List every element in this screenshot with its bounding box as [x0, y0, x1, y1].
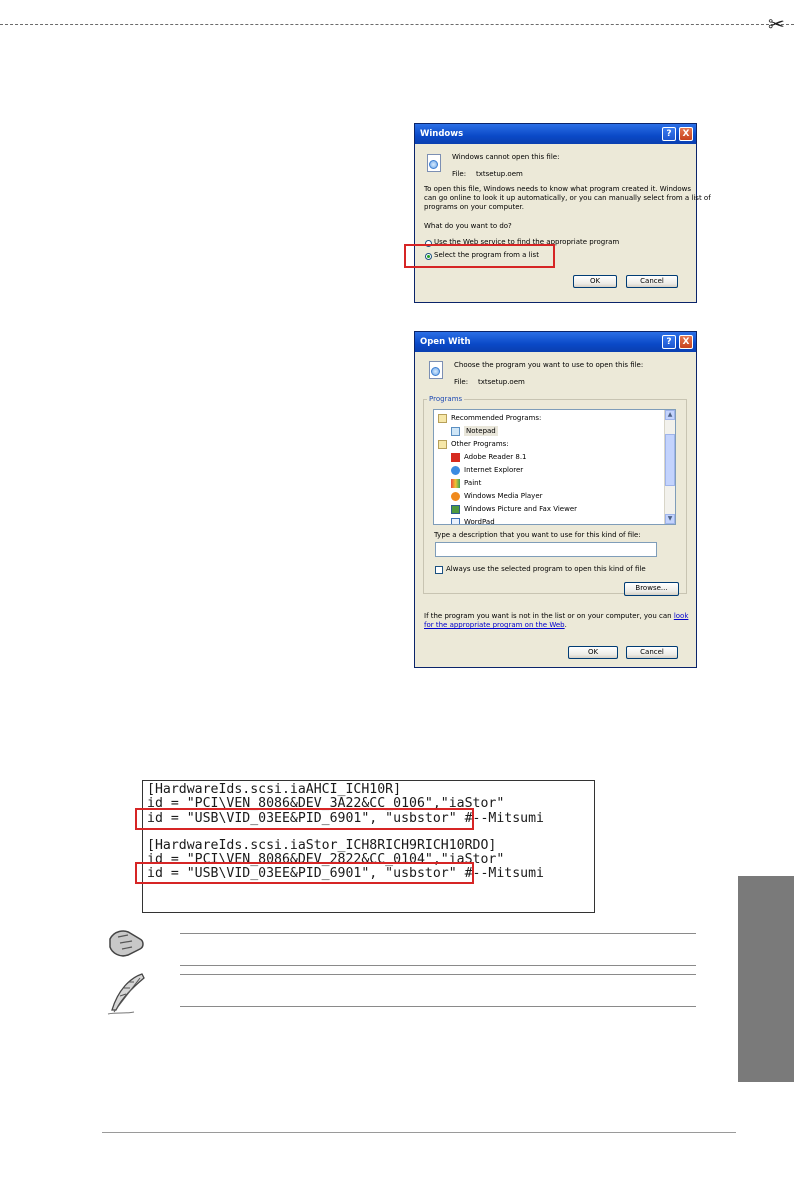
programs-group-label: Programs: [429, 395, 463, 403]
close-button[interactable]: X: [679, 127, 693, 141]
message-text: Choose the program you want to use to open this file:: [454, 361, 644, 369]
scroll-thumb[interactable]: [665, 434, 675, 486]
code-line-7: id = "USB\VID_03EE&PID_6901", "usbstor" #--Mitsumi: [147, 866, 544, 881]
folder-icon: [438, 440, 447, 449]
browse-button[interactable]: Browse...: [624, 582, 679, 596]
body-line-3: programs on your computer.: [424, 203, 525, 211]
close-button[interactable]: X: [679, 335, 693, 349]
dialog-title: Windows: [420, 129, 464, 139]
note-rule-mid-1: [180, 965, 696, 966]
help-button[interactable]: ?: [662, 335, 676, 349]
file-label: File:: [452, 170, 467, 178]
option-web-label[interactable]: Use the Web service to find the appropriate program: [434, 238, 620, 246]
always-use-checkbox[interactable]: [435, 566, 443, 574]
windows-dialog: [414, 123, 711, 303]
title-bar[interactable]: [415, 124, 696, 144]
program-picture-viewer[interactable]: Windows Picture and Fax Viewer: [464, 505, 578, 513]
footer-line-1: [424, 612, 688, 620]
title-bar[interactable]: [415, 332, 696, 352]
note-rule-mid-2: [180, 974, 696, 975]
adobe-reader-icon: [451, 453, 460, 462]
recommended-header: Recommended Programs:: [451, 414, 542, 422]
cancel-button[interactable]: Cancel: [626, 646, 678, 659]
question-text: What do you want to do?: [424, 222, 512, 230]
file-icon: [427, 154, 441, 172]
file-icon: [429, 361, 443, 379]
picture-viewer-icon: [451, 505, 460, 514]
code-line-2: id = "PCI\VEN_8086&DEV_3A22&CC_0106","iaStor": [147, 796, 505, 811]
file-name: txtsetup.oem: [476, 170, 523, 178]
dialog-title: Open With: [420, 337, 471, 347]
program-notepad[interactable]: Notepad: [466, 427, 496, 435]
note-rule-bottom: [180, 1006, 696, 1007]
wordpad-icon: [451, 518, 460, 525]
feather-note-icon: [104, 970, 148, 1018]
code-line-3: id = "USB\VID_03EE&PID_6901", "usbstor" #--Mitsumi: [147, 811, 544, 826]
media-player-icon: [451, 492, 460, 501]
code-line-5: [HardwareIds.scsi.iaStor_ICH8RICH9RICH10RDO]: [147, 838, 497, 853]
body-line-1: To open this file, Windows needs to know what program created it. Windows: [424, 185, 692, 193]
program-internet-explorer[interactable]: Internet Explorer: [464, 466, 524, 474]
program-wordpad[interactable]: WordPad: [464, 518, 495, 525]
footer-end: .: [564, 621, 567, 629]
code-listing: [142, 780, 595, 913]
highlight-usb-id-1: [135, 808, 474, 830]
open-with-dialog: [414, 331, 697, 668]
scroll-up-icon[interactable]: ▲: [665, 410, 675, 420]
highlight-select-list: [404, 244, 555, 268]
ok-button[interactable]: OK: [568, 646, 618, 659]
other-header: Other Programs:: [451, 440, 509, 448]
look-link[interactable]: look: [673, 612, 689, 620]
footer-rule: [102, 1132, 736, 1133]
help-button[interactable]: ?: [662, 127, 676, 141]
program-paint[interactable]: Paint: [464, 479, 482, 487]
internet-explorer-icon: [451, 466, 460, 475]
description-input[interactable]: [435, 542, 657, 557]
code-line-1: [HardwareIds.scsi.iaAHCI_ICH10R]: [147, 782, 402, 797]
ok-button[interactable]: OK: [573, 275, 617, 288]
always-use-label[interactable]: Always use the selected program to open this kind of file: [446, 565, 646, 573]
hand-note-icon: [106, 925, 148, 959]
file-label: File:: [454, 378, 469, 386]
program-adobe-reader[interactable]: Adobe Reader 8.1: [464, 453, 527, 461]
programs-list[interactable]: [433, 409, 676, 525]
program-media-player[interactable]: Windows Media Player: [464, 492, 543, 500]
folder-icon: [438, 414, 447, 423]
cancel-button[interactable]: Cancel: [626, 275, 678, 288]
body-line-2: can go online to look it up automatically, or you can manually select from a list of: [424, 194, 711, 202]
cut-line: [0, 24, 794, 25]
footer-text: If the program you want is not in the list or on your computer, you can: [424, 612, 674, 620]
scissors-icon: ✂: [768, 12, 785, 36]
option-list-label[interactable]: Select the program from a list: [434, 251, 539, 259]
description-label: Type a description that you want to use for this kind of file:: [434, 531, 641, 539]
code-line-6: id = "PCI\VEN_8086&DEV_2822&CC_0104","iaStor": [147, 852, 505, 867]
footer-line-2: [424, 621, 567, 629]
message-text: Windows cannot open this file:: [452, 153, 560, 161]
list-scrollbar[interactable]: [664, 410, 675, 524]
note-rule-top: [180, 933, 696, 934]
web-link[interactable]: for the appropriate program on the Web: [424, 621, 565, 629]
side-tab: [738, 876, 794, 1082]
paint-icon: [451, 479, 460, 488]
scroll-down-icon[interactable]: ▼: [665, 514, 675, 524]
notepad-icon: [451, 427, 460, 436]
file-name: txtsetup.oem: [478, 378, 525, 386]
highlight-usb-id-2: [135, 862, 474, 884]
